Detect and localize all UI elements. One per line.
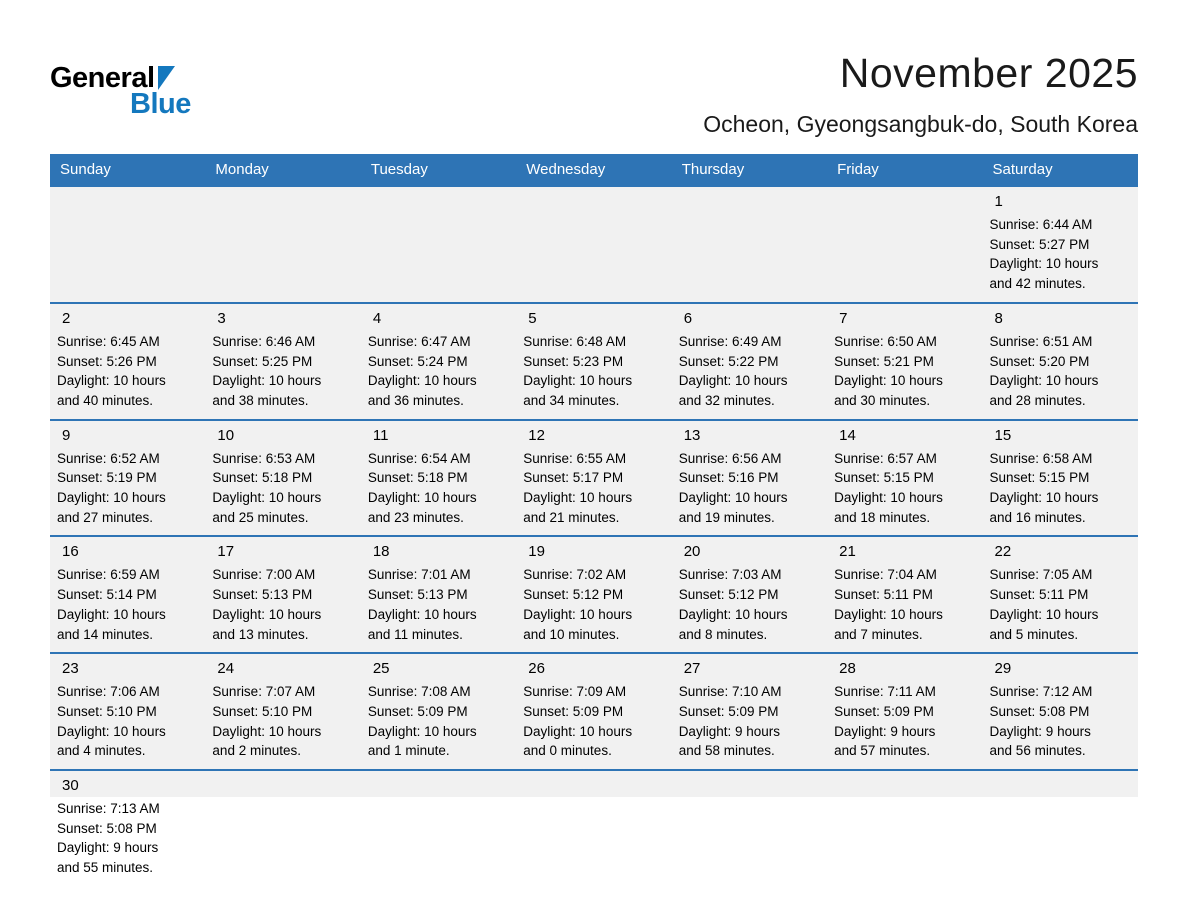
day-number: 16	[62, 543, 79, 561]
daylight-hours-text: Daylight: 10 hours	[989, 373, 1099, 389]
day-cell-6	[672, 303, 827, 420]
weekday-header-tuesday: Tuesday	[361, 154, 516, 186]
day-cell-7	[827, 303, 982, 420]
sunrise-text: Sunrise: 6:48 AM	[523, 333, 627, 349]
daylight-minutes-text: and 5 minutes.	[989, 626, 1079, 642]
daylight-minutes-text: and 2 minutes.	[212, 743, 301, 759]
daylight-hours-text: Daylight: 10 hours	[367, 723, 477, 739]
daylight-minutes-text: and 40 minutes.	[57, 392, 154, 408]
sunset-text: Sunset: 5:22 PM	[678, 353, 779, 369]
sunrise-text: Sunrise: 7:03 AM	[678, 567, 782, 583]
calendar-body	[50, 186, 1138, 886]
day-cell-19	[516, 536, 671, 653]
title-block	[703, 50, 1138, 138]
sunrise-text: Sunrise: 6:55 AM	[523, 450, 627, 466]
sunset-text: Sunset: 5:18 PM	[212, 470, 313, 486]
day-number: 17	[217, 543, 235, 561]
day-cell-14	[827, 420, 982, 537]
day-number: 25	[372, 660, 390, 678]
daylight-hours-text: Daylight: 10 hours	[212, 606, 322, 622]
logo-text-general: General	[50, 62, 155, 94]
sunset-text: Sunset: 5:13 PM	[367, 587, 468, 603]
daylight-minutes-text: and 21 minutes.	[523, 509, 620, 525]
sunset-text: Sunset: 5:15 PM	[989, 470, 1090, 486]
day-cell-29	[983, 653, 1138, 770]
sunrise-text: Sunrise: 6:54 AM	[367, 450, 471, 466]
sunrise-text: Sunrise: 7:11 AM	[834, 684, 936, 700]
sunrise-text: Sunrise: 6:45 AM	[57, 333, 160, 349]
sunrise-text: Sunrise: 7:07 AM	[212, 684, 316, 700]
daylight-hours-text: Daylight: 10 hours	[678, 606, 788, 622]
day-cell-11	[361, 420, 516, 537]
day-number: 8	[994, 309, 1003, 327]
sunset-text: Sunset: 5:24 PM	[367, 353, 468, 369]
daylight-minutes-text: and 57 minutes.	[834, 743, 931, 759]
daylight-hours-text: Daylight: 9 hours	[834, 723, 936, 739]
day-cell-10	[205, 420, 360, 537]
logo-triangle-icon	[158, 66, 175, 90]
page-title: November 2025	[839, 50, 1138, 96]
daylight-hours-text: Daylight: 10 hours	[57, 606, 166, 622]
sunrise-text: Sunrise: 6:59 AM	[57, 567, 160, 583]
daylight-minutes-text: and 18 minutes.	[834, 509, 931, 525]
sunset-text: Sunset: 5:11 PM	[834, 587, 933, 603]
sunset-text: Sunset: 5:27 PM	[989, 236, 1090, 252]
sunset-text: Sunset: 5:10 PM	[212, 703, 313, 719]
day-cell-18	[361, 536, 516, 653]
sunrise-text: Sunrise: 7:02 AM	[523, 567, 627, 583]
week-row-3	[50, 420, 1138, 537]
sunrise-text: Sunrise: 7:05 AM	[989, 567, 1093, 583]
daylight-minutes-text: and 56 minutes.	[989, 743, 1086, 759]
day-number: 2	[62, 309, 71, 327]
daylight-hours-text: Daylight: 10 hours	[523, 490, 633, 506]
sunrise-text: Sunrise: 7:06 AM	[57, 684, 160, 700]
sunset-text: Sunset: 5:16 PM	[678, 470, 779, 486]
day-number: 7	[839, 309, 848, 327]
day-number: 22	[994, 543, 1012, 561]
daylight-minutes-text: and 19 minutes.	[678, 509, 775, 525]
day-cell-15	[983, 420, 1138, 537]
day-number: 28	[839, 660, 856, 678]
day-cell-26	[516, 653, 671, 770]
daylight-hours-text: Daylight: 10 hours	[989, 256, 1099, 272]
sunrise-text: Sunrise: 6:56 AM	[678, 450, 782, 466]
weekday-header-wednesday: Wednesday	[516, 154, 671, 186]
day-number: 21	[839, 543, 856, 561]
sunset-text: Sunset: 5:09 PM	[678, 703, 779, 719]
day-cell-8	[983, 303, 1138, 420]
empty-day-cell	[361, 186, 516, 303]
sunrise-text: Sunrise: 7:10 AM	[678, 684, 782, 700]
empty-day-cell	[672, 186, 827, 303]
page-header	[0, 0, 1188, 154]
day-cell-12	[516, 420, 671, 537]
empty-day-cell	[827, 186, 982, 303]
sunrise-text: Sunrise: 7:04 AM	[834, 567, 937, 583]
sunset-text: Sunset: 5:17 PM	[523, 470, 624, 486]
day-number: 27	[683, 660, 701, 678]
day-cell-30	[50, 770, 205, 886]
daylight-minutes-text: and 8 minutes.	[678, 626, 768, 642]
sunset-text: Sunset: 5:25 PM	[212, 353, 313, 369]
day-number: 24	[217, 660, 235, 678]
week-row-6	[50, 770, 1138, 886]
daylight-hours-text: Daylight: 10 hours	[212, 373, 322, 389]
day-cell-17	[205, 536, 360, 653]
day-number: 15	[994, 426, 1012, 444]
daylight-hours-text: Daylight: 10 hours	[523, 723, 633, 739]
daylight-hours-text: Daylight: 9 hours	[57, 840, 159, 856]
day-cell-25	[361, 653, 516, 770]
sunrise-text: Sunrise: 7:01 AM	[367, 567, 471, 583]
sunset-text: Sunset: 5:09 PM	[523, 703, 624, 719]
empty-day-cell	[672, 770, 827, 886]
sunset-text: Sunset: 5:08 PM	[989, 703, 1090, 719]
day-cell-5	[516, 303, 671, 420]
day-cell-27	[672, 653, 827, 770]
day-cell-28	[827, 653, 982, 770]
daylight-hours-text: Daylight: 10 hours	[57, 723, 166, 739]
day-cell-24	[205, 653, 360, 770]
weekday-header-row	[50, 154, 1138, 186]
daylight-hours-text: Daylight: 10 hours	[212, 723, 322, 739]
daylight-hours-text: Daylight: 9 hours	[678, 723, 780, 739]
daylight-minutes-text: and 11 minutes.	[367, 626, 463, 642]
daylight-minutes-text: and 25 minutes.	[212, 509, 309, 525]
daylight-minutes-text: and 4 minutes.	[57, 743, 146, 759]
sunrise-text: Sunrise: 6:51 AM	[989, 333, 1093, 349]
week-row-2	[50, 303, 1138, 420]
day-number: 18	[372, 543, 390, 561]
sunrise-text: Sunrise: 6:46 AM	[212, 333, 316, 349]
daylight-hours-text: Daylight: 10 hours	[678, 490, 788, 506]
day-number: 9	[62, 426, 71, 444]
weekday-header-sunday: Sunday	[50, 154, 205, 186]
empty-day-cell	[50, 186, 205, 303]
day-number: 10	[217, 426, 235, 444]
empty-day-cell	[827, 770, 982, 886]
day-number: 4	[372, 309, 382, 327]
daylight-minutes-text: and 14 minutes.	[57, 626, 154, 642]
day-number: 19	[528, 543, 545, 561]
day-number: 14	[839, 426, 856, 444]
daylight-minutes-text: and 16 minutes.	[989, 509, 1086, 525]
daylight-hours-text: Daylight: 9 hours	[989, 723, 1091, 739]
day-number: 1	[994, 193, 1003, 210]
sunset-text: Sunset: 5:20 PM	[989, 353, 1090, 369]
sunset-text: Sunset: 5:23 PM	[523, 353, 624, 369]
daylight-hours-text: Daylight: 10 hours	[678, 373, 788, 389]
empty-day-cell	[361, 770, 516, 886]
day-number: 13	[683, 426, 701, 444]
day-cell-20	[672, 536, 827, 653]
sunset-text: Sunset: 5:18 PM	[367, 470, 468, 486]
day-number: 6	[683, 309, 693, 327]
daylight-minutes-text: and 1 minute.	[367, 743, 450, 759]
day-number: 3	[217, 309, 226, 327]
daylight-minutes-text: and 36 minutes.	[367, 392, 464, 408]
daylight-hours-text: Daylight: 10 hours	[523, 373, 633, 389]
daylight-minutes-text: and 23 minutes.	[367, 509, 464, 525]
sunrise-text: Sunrise: 7:08 AM	[367, 684, 471, 700]
daylight-hours-text: Daylight: 10 hours	[212, 490, 322, 506]
week-row-5	[50, 653, 1138, 770]
daylight-minutes-text: and 42 minutes.	[989, 276, 1086, 292]
sunrise-text: Sunrise: 6:47 AM	[367, 333, 471, 349]
daylight-hours-text: Daylight: 10 hours	[367, 373, 477, 389]
daylight-minutes-text: and 0 minutes.	[523, 743, 612, 759]
daylight-minutes-text: and 10 minutes.	[523, 626, 620, 642]
sunrise-text: Sunrise: 6:53 AM	[212, 450, 316, 466]
week-row-4	[50, 536, 1138, 653]
sunset-text: Sunset: 5:10 PM	[57, 703, 157, 719]
daylight-hours-text: Daylight: 10 hours	[57, 373, 166, 389]
empty-day-cell	[205, 770, 360, 886]
daylight-minutes-text: and 28 minutes.	[989, 392, 1086, 408]
daylight-minutes-text: and 55 minutes.	[57, 860, 154, 876]
daylight-minutes-text: and 32 minutes.	[678, 392, 775, 408]
day-number: 30	[62, 777, 79, 795]
sunset-text: Sunset: 5:13 PM	[212, 587, 313, 603]
daylight-minutes-text: and 27 minutes.	[57, 509, 154, 525]
logo-text-blue: Blue	[130, 88, 191, 120]
day-number: 5	[528, 309, 537, 327]
sunset-text: Sunset: 5:11 PM	[989, 587, 1089, 603]
sunrise-text: Sunrise: 7:00 AM	[212, 567, 316, 583]
day-number: 20	[683, 543, 701, 561]
daylight-hours-text: Daylight: 10 hours	[989, 490, 1099, 506]
sunrise-text: Sunrise: 6:44 AM	[989, 217, 1093, 232]
sunset-text: Sunset: 5:21 PM	[834, 353, 934, 369]
sunrise-text: Sunrise: 6:58 AM	[989, 450, 1093, 466]
sunset-text: Sunset: 5:19 PM	[57, 470, 157, 486]
day-cell-23	[50, 653, 205, 770]
page-subtitle: Ocheon, Gyeongsangbuk-do, South Korea	[703, 111, 1138, 137]
daylight-hours-text: Daylight: 10 hours	[834, 490, 943, 506]
sunset-text: Sunset: 5:09 PM	[834, 703, 934, 719]
daylight-minutes-text: and 30 minutes.	[834, 392, 931, 408]
daylight-hours-text: Daylight: 10 hours	[989, 606, 1099, 622]
empty-day-cell	[516, 186, 671, 303]
daylight-hours-text: Daylight: 10 hours	[834, 373, 943, 389]
sunrise-text: Sunrise: 7:09 AM	[523, 684, 627, 700]
day-number: 29	[994, 660, 1012, 678]
calendar-table	[50, 154, 1138, 886]
sunrise-text: Sunrise: 7:12 AM	[989, 684, 1093, 700]
sunset-text: Sunset: 5:12 PM	[678, 587, 779, 603]
day-cell-22	[983, 536, 1138, 653]
daylight-minutes-text: and 34 minutes.	[523, 392, 620, 408]
sunrise-text: Sunrise: 6:49 AM	[678, 333, 782, 349]
sunset-text: Sunset: 5:15 PM	[834, 470, 934, 486]
sunset-text: Sunset: 5:08 PM	[57, 820, 157, 836]
week-row-1	[50, 186, 1138, 303]
daylight-hours-text: Daylight: 10 hours	[834, 606, 943, 622]
weekday-header-thursday: Thursday	[672, 154, 827, 186]
day-number: 23	[62, 660, 79, 678]
empty-day-cell	[205, 186, 360, 303]
daylight-minutes-text: and 38 minutes.	[212, 392, 309, 408]
daylight-hours-text: Daylight: 10 hours	[367, 606, 477, 622]
sunrise-text: Sunrise: 7:13 AM	[57, 801, 160, 817]
day-cell-21	[827, 536, 982, 653]
sunset-text: Sunset: 5:14 PM	[57, 587, 157, 603]
sunrise-text: Sunrise: 6:50 AM	[834, 333, 937, 349]
sunset-text: Sunset: 5:26 PM	[57, 353, 157, 369]
day-cell-9	[50, 420, 205, 537]
daylight-hours-text: Daylight: 10 hours	[523, 606, 633, 622]
daylight-minutes-text: and 7 minutes.	[834, 626, 923, 642]
calendar-head	[50, 154, 1138, 186]
day-cell-4	[361, 303, 516, 420]
daylight-minutes-text: and 13 minutes.	[212, 626, 309, 642]
daylight-hours-text: Daylight: 10 hours	[367, 490, 477, 506]
daylight-minutes-text: and 58 minutes.	[678, 743, 775, 759]
weekday-header-friday: Friday	[827, 154, 982, 186]
sunset-text: Sunset: 5:09 PM	[367, 703, 468, 719]
general-blue-logo	[50, 50, 191, 119]
day-cell-16	[50, 536, 205, 653]
day-number: 26	[528, 660, 545, 678]
weekday-header-saturday: Saturday	[983, 154, 1138, 186]
day-cell-2	[50, 303, 205, 420]
day-cell-3	[205, 303, 360, 420]
sunrise-text: Sunrise: 6:57 AM	[834, 450, 937, 466]
day-cell-13	[672, 420, 827, 537]
daylight-hours-text: Daylight: 10 hours	[57, 490, 166, 506]
empty-day-cell	[983, 770, 1138, 886]
sunrise-text: Sunrise: 6:52 AM	[57, 450, 160, 466]
sunset-text: Sunset: 5:12 PM	[523, 587, 624, 603]
weekday-header-monday: Monday	[205, 154, 360, 186]
day-number: 12	[528, 426, 545, 444]
day-number: 11	[372, 426, 389, 444]
empty-day-cell	[516, 770, 671, 886]
day-cell-1	[983, 186, 1138, 303]
